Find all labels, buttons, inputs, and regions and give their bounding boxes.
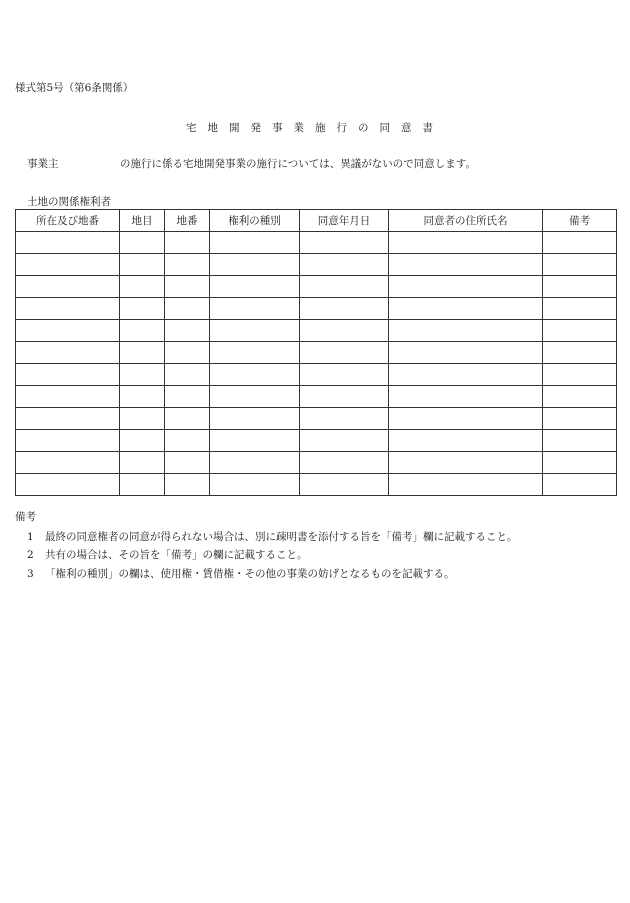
cell-lot-number (165, 298, 210, 320)
cell-consent-date (300, 408, 389, 430)
note-text: 「権利の種別」の欄は、使用権・賃借権・その他の事業の妨げとなるものを記載する。 (45, 568, 455, 580)
cell-right-type (210, 408, 300, 430)
form-number: 様式第5号（第6条関係） (15, 82, 134, 94)
cell-lot-number (165, 386, 210, 408)
cell-remarks (543, 298, 617, 320)
rights-holders-table (15, 209, 617, 496)
cell-consent-date (300, 386, 389, 408)
cell-remarks (543, 430, 617, 452)
cell-consent-date (300, 342, 389, 364)
cell-consent-date (300, 254, 389, 276)
cell-consent-date (300, 452, 389, 474)
table-row (16, 430, 617, 452)
cell-land-category (120, 298, 165, 320)
cell-land-category (120, 364, 165, 386)
cell-lot-number (165, 342, 210, 364)
cell-consent-date (300, 276, 389, 298)
note-text: 共有の場合は、その旨を「備考」の欄に記載すること。 (45, 549, 308, 561)
table-row (16, 408, 617, 430)
header-right-type: 権利の種別 (210, 210, 300, 232)
cell-lot-number (165, 452, 210, 474)
cell-right-type (210, 430, 300, 452)
header-consenter-address-name: 同意者の住所氏名 (389, 210, 543, 232)
cell-consent-date (300, 232, 389, 254)
note-number: 2 (27, 549, 34, 561)
cell-location (16, 342, 120, 364)
cell-remarks (543, 276, 617, 298)
table-row (16, 320, 617, 342)
table-row (16, 254, 617, 276)
cell-land-category (120, 452, 165, 474)
cell-location (16, 232, 120, 254)
cell-lot-number (165, 474, 210, 496)
table-row (16, 342, 617, 364)
cell-consenter-address-name (389, 276, 543, 298)
cell-location (16, 474, 120, 496)
consent-statement-line (27, 156, 476, 171)
cell-land-category (120, 232, 165, 254)
table-caption: 土地の関係権利者 (27, 196, 111, 208)
cell-right-type (210, 276, 300, 298)
cell-right-type (210, 232, 300, 254)
note-item (27, 547, 308, 562)
table-row (16, 298, 617, 320)
cell-location (16, 276, 120, 298)
header-land-category: 地目 (120, 210, 165, 232)
cell-location (16, 320, 120, 342)
consent-statement: の施行に係る宅地開発事業の施行については、異議がないので同意します。 (120, 158, 476, 170)
cell-right-type (210, 364, 300, 386)
cell-right-type (210, 452, 300, 474)
cell-consenter-address-name (389, 254, 543, 276)
cell-land-category (120, 408, 165, 430)
cell-lot-number (165, 276, 210, 298)
cell-land-category (120, 474, 165, 496)
cell-consenter-address-name (389, 232, 543, 254)
cell-remarks (543, 452, 617, 474)
cell-consenter-address-name (389, 298, 543, 320)
cell-remarks (543, 254, 617, 276)
business-owner-label: 事業主 (27, 158, 59, 170)
cell-consenter-address-name (389, 320, 543, 342)
cell-remarks (543, 386, 617, 408)
cell-lot-number (165, 430, 210, 452)
cell-lot-number (165, 232, 210, 254)
cell-land-category (120, 386, 165, 408)
note-number: 1 (27, 531, 34, 543)
cell-consent-date (300, 320, 389, 342)
table-body (16, 232, 617, 496)
cell-right-type (210, 254, 300, 276)
cell-lot-number (165, 364, 210, 386)
cell-consenter-address-name (389, 408, 543, 430)
cell-location (16, 254, 120, 276)
cell-remarks (543, 342, 617, 364)
cell-land-category (120, 320, 165, 342)
note-text: 最終の同意権者の同意が得られない場合は、別に疎明書を添付する旨を「備考」欄に記載すること。 (45, 531, 518, 543)
cell-lot-number (165, 320, 210, 342)
cell-consenter-address-name (389, 430, 543, 452)
cell-consenter-address-name (389, 364, 543, 386)
cell-consenter-address-name (389, 474, 543, 496)
cell-remarks (543, 364, 617, 386)
cell-right-type (210, 386, 300, 408)
header-consent-date: 同意年月日 (300, 210, 389, 232)
cell-right-type (210, 298, 300, 320)
cell-location (16, 386, 120, 408)
cell-land-category (120, 342, 165, 364)
cell-right-type (210, 474, 300, 496)
cell-location (16, 452, 120, 474)
cell-land-category (120, 430, 165, 452)
cell-consenter-address-name (389, 342, 543, 364)
cell-lot-number (165, 254, 210, 276)
cell-location (16, 364, 120, 386)
document-title: 宅地開発事業施行の同意書 (186, 122, 444, 134)
notes-heading: 備考 (15, 511, 36, 523)
cell-right-type (210, 342, 300, 364)
cell-remarks (543, 320, 617, 342)
table-row (16, 452, 617, 474)
table-row (16, 232, 617, 254)
cell-consenter-address-name (389, 386, 543, 408)
cell-remarks (543, 408, 617, 430)
table-row (16, 386, 617, 408)
cell-consent-date (300, 298, 389, 320)
cell-location (16, 430, 120, 452)
cell-lot-number (165, 408, 210, 430)
cell-right-type (210, 320, 300, 342)
note-item (27, 566, 455, 581)
note-item (27, 529, 518, 544)
table-row (16, 364, 617, 386)
cell-remarks (543, 232, 617, 254)
cell-location (16, 408, 120, 430)
header-remarks: 備考 (543, 210, 617, 232)
cell-land-category (120, 254, 165, 276)
table-row (16, 474, 617, 496)
table-header-row (16, 210, 617, 232)
note-number: 3 (27, 568, 34, 580)
cell-consenter-address-name (389, 452, 543, 474)
header-location: 所在及び地番 (16, 210, 120, 232)
header-lot-number: 地番 (165, 210, 210, 232)
cell-consent-date (300, 474, 389, 496)
cell-remarks (543, 474, 617, 496)
cell-consent-date (300, 364, 389, 386)
cell-consent-date (300, 430, 389, 452)
table-row (16, 276, 617, 298)
cell-land-category (120, 276, 165, 298)
cell-location (16, 298, 120, 320)
